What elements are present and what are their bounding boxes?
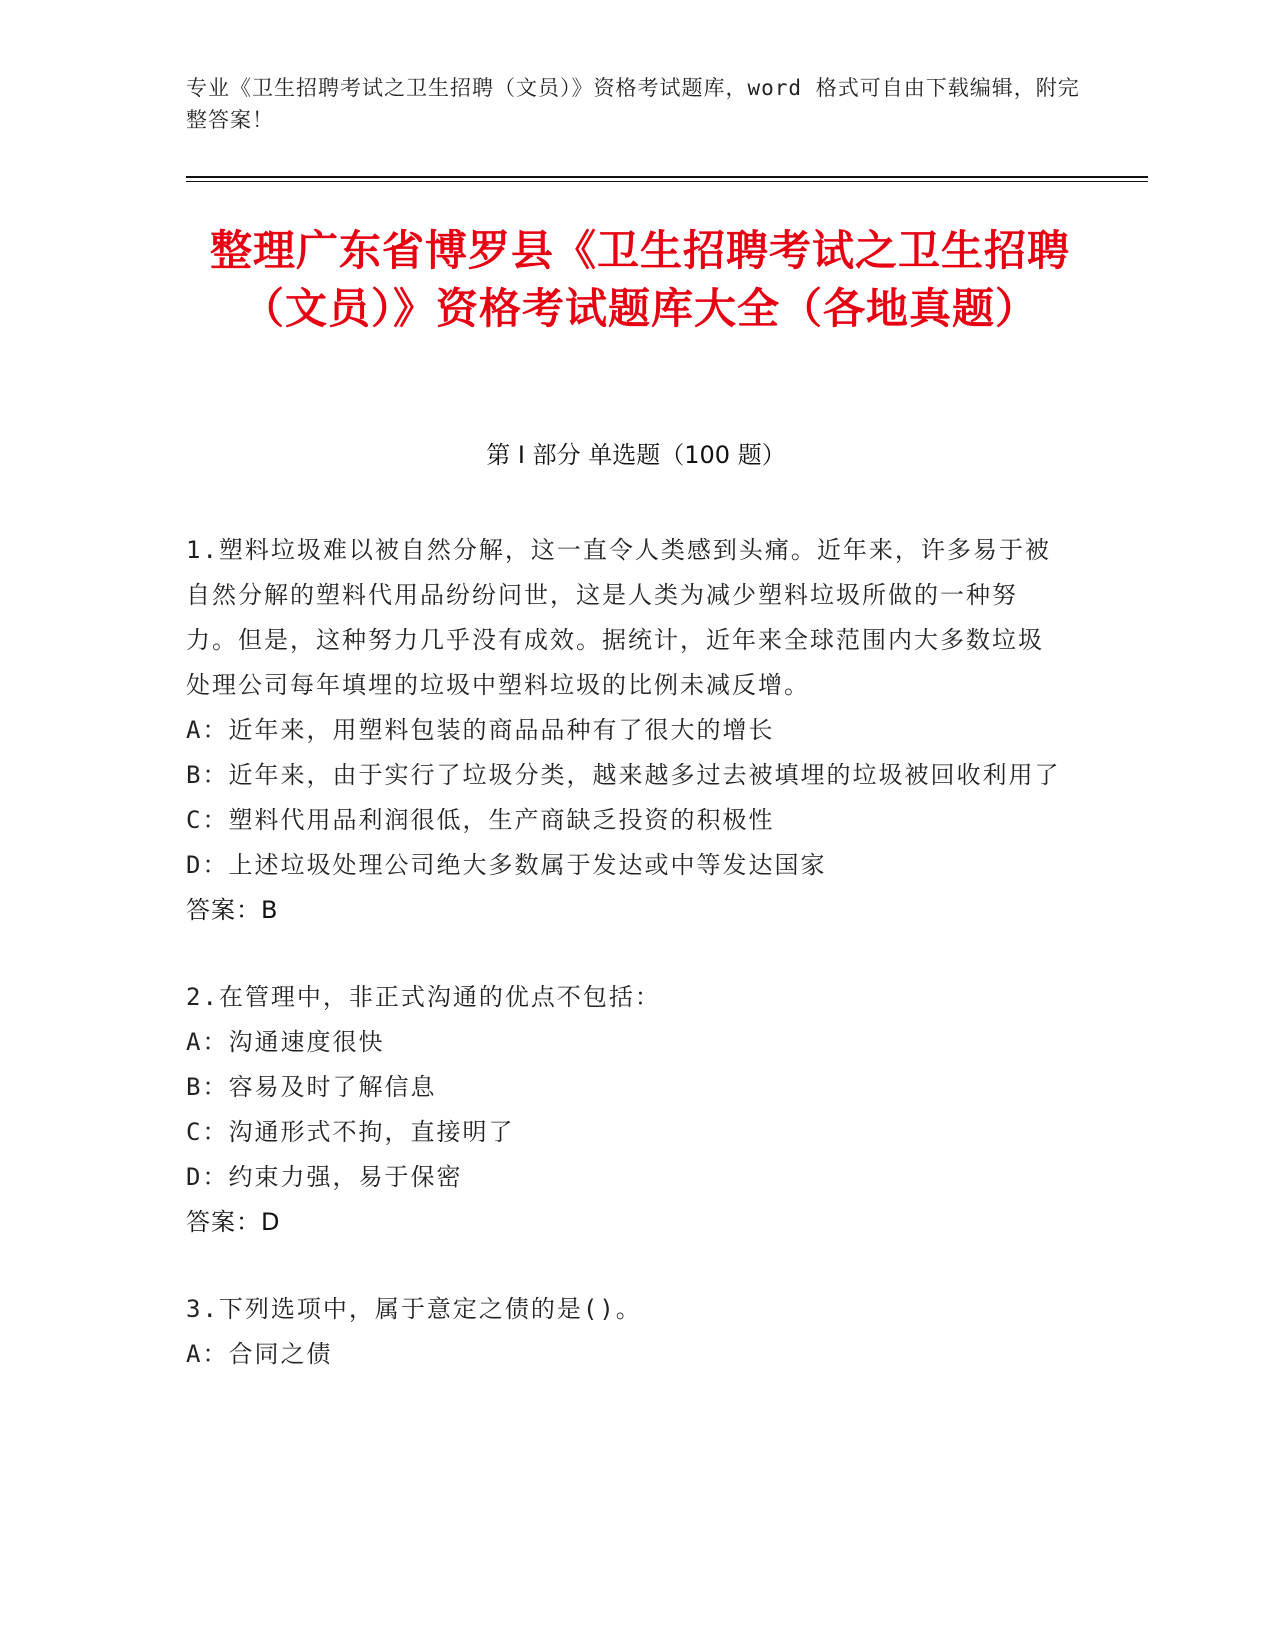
answer-line: 答案：D — [186, 1208, 281, 1236]
option-d: D：上述垃圾处理公司绝大多数属于发达或中等发达国家 — [186, 851, 827, 879]
answer-line: 答案：B — [186, 896, 279, 924]
option-a: A：合同之债 — [186, 1340, 333, 1368]
question-list — [186, 528, 1066, 1419]
option-c: C：沟通形式不拘，直接明了 — [186, 1118, 515, 1146]
option-b: B：容易及时了解信息 — [186, 1073, 437, 1101]
header-note: 专业《卫生招聘考试之卫生招聘（文员）》资格考试题库，word 格式可自由下载编辑，附完整答案！ — [186, 76, 1080, 132]
question-3 — [186, 1287, 1066, 1377]
section-heading: 第 I 部分 单选题（100 题） — [486, 441, 786, 469]
option-b: B：近年来，由于实行了垃圾分类，越来越多过去被填埋的垃圾被回收利用了 — [186, 761, 1061, 789]
option-d: D：约束力强，易于保密 — [186, 1163, 463, 1191]
option-c: C：塑料代用品利润很低，生产商缺乏投资的积极性 — [186, 806, 775, 834]
question-stem: 3.下列选项中，属于意定之债的是()。 — [186, 1295, 642, 1323]
header-divider-thick — [186, 176, 1148, 178]
question-2 — [186, 975, 1066, 1245]
question-stem: 1.塑料垃圾难以被自然分解，这一直令人类感到头痛。近年来，许多易于被自然分解的塑料代用品纷纷问世，这是人类为减少塑料垃圾所做的一种努力。但是，这种努力几乎没有成效。据统计，近年来全球范围内大多数垃圾处理公司每年填埋的垃圾中塑料垃圾的比例未减反增。 — [186, 536, 1051, 699]
question-1 — [186, 528, 1066, 933]
question-stem: 2.在管理中，非正式沟通的优点不包括： — [186, 983, 661, 1011]
header-divider-thin — [186, 181, 1148, 182]
document-title: 整理广东省博罗县《卫生招聘考试之卫生招聘（文员）》资格考试题库大全（各地真题） — [209, 226, 1070, 333]
option-a: A：沟通速度很快 — [186, 1028, 385, 1056]
option-a: A：近年来，用塑料包装的商品品种有了很大的增长 — [186, 716, 775, 744]
